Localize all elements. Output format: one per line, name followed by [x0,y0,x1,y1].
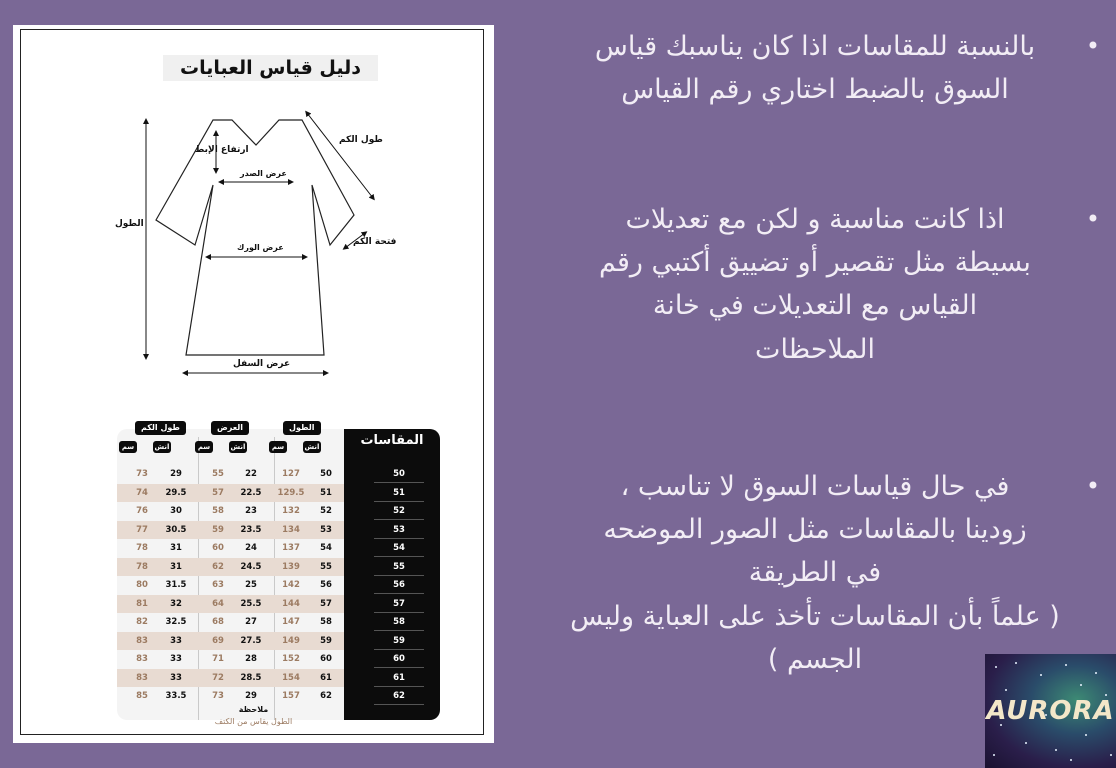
table-cell: 33 [170,672,182,683]
table-cell: 32.5 [165,617,187,627]
instruction-line: الملاحظات [755,333,875,365]
table-cell: 59 [212,524,224,535]
instruction-line: بالنسبة للمقاسات اذا كان يناسبك قياس [594,31,1036,62]
table-cell: 24 [245,543,257,553]
size-cell: 58 [374,613,424,631]
table-cell: 57 [320,598,332,609]
sizes-header: المقاسات [360,433,424,448]
bullet-dot-icon: • [1085,472,1100,500]
table-cell: 68 [212,617,224,627]
size-cell: 56 [374,576,424,594]
label-hem-width: عرض السفل [233,359,291,369]
star-icon [1025,742,1027,744]
guide-title: دليل قياس العبايات [163,55,378,81]
table-cell: 30.5 [165,524,187,535]
instruction-line: بسيطة مثل تقصير أو تضييق أكتبي رقم [599,247,1031,279]
table-cell: 78 [136,561,148,572]
table-cell: 132 [282,506,300,516]
table-cell: 56 [320,580,332,590]
star-icon [1070,759,1072,761]
table-cell: 85 [136,691,148,701]
table-cell: 64 [212,598,224,609]
instruction-line: ( علماً بأن المقاسات تأخذ على العباية وليس [570,600,1060,632]
table-cell: 27 [245,617,257,627]
table-cell: 137 [282,543,300,553]
table-cell: 28 [245,654,257,664]
table-cell: 77 [136,524,148,535]
bullet-dot-icon: • [1085,32,1100,60]
table-cell: 60 [320,654,332,664]
table-row [117,687,440,706]
table-cell: 53 [320,524,332,535]
table-cell: 147 [282,617,300,627]
star-icon [1085,734,1087,736]
table-row [117,632,440,651]
table-cell: 73 [136,469,148,479]
table-cell: 52 [320,506,332,516]
star-icon [1040,674,1042,676]
group-length-pill: الطول [283,421,321,435]
table-cell: 25.5 [240,598,262,609]
star-icon [1095,672,1097,674]
label-hip-width: عرض الورك [237,243,284,252]
table-cell: 127 [282,469,300,479]
logo-text: AURORA [986,696,1115,726]
table-cell: 139 [282,561,300,572]
table-row [117,465,440,484]
table-row [117,650,440,669]
instruction-line: السوق بالضبط اختاري رقم القياس [621,74,1009,106]
abaya-outline [156,120,354,355]
table-cell: 27.5 [240,635,262,646]
table-cell: 22.5 [240,487,262,498]
table-cell: 22 [245,469,257,479]
group-sleeve-pill: طول الكم [135,421,186,435]
table-cell: 29 [170,469,182,479]
table-cell: 83 [136,635,148,646]
table-cell: 23.5 [240,524,262,535]
table-row [117,595,440,614]
table-cell: 29.5 [165,487,187,498]
instruction-item [530,198,1100,371]
table-cell: 32 [170,598,182,609]
instruction-line: زودينا بالمقاسات مثل الصور الموضحه [603,514,1027,546]
table-row [117,669,440,688]
label-chest-width: عرض الصدر [240,169,287,178]
table-cell: 23 [245,506,257,516]
table-row [117,484,440,503]
table-cell: 62 [320,691,332,701]
table-cell: 54 [320,543,332,553]
table-cell: 58 [320,617,332,627]
instruction-line: الجسم ) [767,643,863,675]
size-cell: 53 [374,521,424,539]
size-cell: 59 [374,632,424,650]
table-cell: 63 [212,580,224,590]
size-cell: 62 [374,687,424,705]
note-title: ملاحظة [238,705,269,714]
size-cell: 55 [374,558,424,576]
table-cell: 25 [245,580,257,590]
label-armpit-height: ارتفاع الإبط [195,145,249,155]
table-row [117,539,440,558]
table-cell: 31 [170,561,182,572]
table-cell: 74 [136,487,148,498]
table-cell: 81 [136,598,148,609]
table-cell: 29 [245,691,257,701]
instruction-line: اذا كانت مناسبة و لكن مع تعديلات [625,204,1005,235]
note-text: الطول يقاس من الكتف [214,717,293,726]
unit-inch-pill: انش [304,443,320,451]
group-width-pill: العرض [211,421,249,435]
table-cell: 33 [170,654,182,664]
table-cell: 59 [320,635,332,646]
unit-inch-pill: انش [230,443,246,451]
star-icon [1055,749,1057,751]
star-icon [1110,754,1112,756]
table-cell: 83 [136,654,148,664]
star-icon [1065,664,1067,666]
table-cell: 69 [212,635,224,646]
bullet-dot-icon: • [1085,205,1100,233]
table-cell: 60 [212,543,224,553]
table-cell: 78 [136,543,148,553]
table-cell: 144 [282,598,300,609]
table-cell: 157 [282,691,300,701]
table-cell: 51 [320,487,332,498]
size-guide-card [13,25,494,743]
size-cell: 61 [374,669,424,687]
table-cell: 129.5 [277,487,305,498]
unit-cm-pill: سم [269,441,287,453]
instruction-line: القياس مع التعديلات في خانة [652,290,978,322]
table-cell: 76 [136,506,148,516]
table-cell: 57 [212,487,224,498]
size-cell: 50 [374,465,424,483]
table-cell: 72 [212,672,224,683]
size-cell: 54 [374,539,424,557]
unit-cm-pill: سم [119,441,137,453]
table-row [117,502,440,521]
table-cell: 71 [212,654,224,664]
table-cell: 33.5 [165,691,187,701]
table-row [117,558,440,577]
table-cell: 31.5 [165,580,187,590]
size-cell: 52 [374,502,424,520]
star-icon [993,754,995,756]
table-cell: 55 [212,469,224,479]
table-cell: 33 [170,635,182,646]
unit-inch-pill: انش [154,443,170,451]
table-row [117,521,440,540]
table-cell: 154 [282,672,300,683]
star-icon [995,666,997,668]
table-cell: 142 [282,580,300,590]
unit-cm-pill: سم [195,441,213,453]
table-row [117,613,440,632]
size-cell: 51 [374,484,424,502]
table-cell: 31 [170,543,182,553]
table-cell: 73 [212,691,224,701]
aurora-logo [985,654,1116,768]
table-cell: 55 [320,561,332,572]
instruction-item [530,25,1100,111]
table-cell: 149 [282,635,300,646]
table-cell: 80 [136,580,148,590]
table-cell: 61 [320,672,332,683]
table-cell: 152 [282,654,300,664]
size-cell: 57 [374,595,424,613]
label-sleeve-opening: فتحة الكم [353,237,397,247]
size-table [117,429,440,720]
instruction-line: في حال قياسات السوق لا تناسب ، [620,471,1010,502]
table-cell: 24.5 [240,561,262,572]
table-cell: 50 [320,469,332,479]
instruction-item [530,465,1100,681]
table-cell: 134 [282,524,300,535]
table-cell: 83 [136,672,148,683]
instruction-line: في الطريقة [748,557,882,589]
label-sleeve-length: طول الكم [339,135,383,145]
star-icon [1080,684,1082,686]
size-cell: 60 [374,650,424,668]
table-cell: 30 [170,506,182,516]
star-icon [1005,689,1007,691]
table-cell: 62 [212,561,224,572]
table-cell: 58 [212,506,224,516]
table-cell: 82 [136,617,148,627]
table-cell: 28.5 [240,672,262,683]
table-row [117,576,440,595]
star-icon [1015,662,1017,664]
label-length: الطول [115,219,144,229]
